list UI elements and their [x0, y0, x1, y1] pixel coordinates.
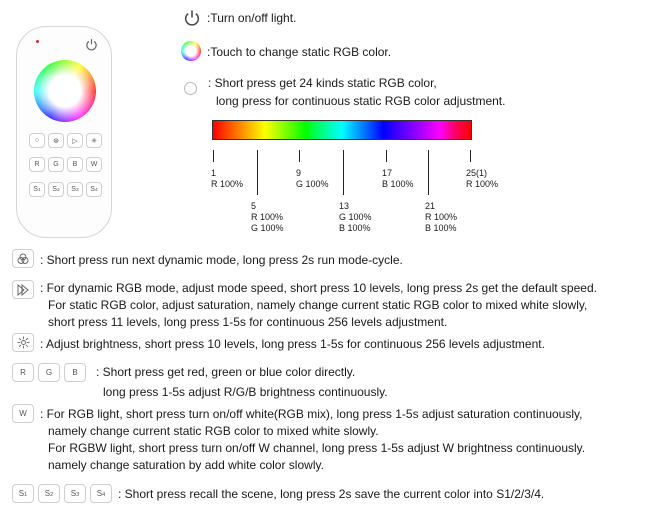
tick-line: [343, 150, 344, 195]
remote-power-icon[interactable]: [85, 38, 98, 51]
power-icon: [183, 9, 201, 27]
tick-number: 25(1): [466, 168, 488, 178]
speed-description-line1: : For dynamic RGB mode, adjust mode speed, short press 10 levels, long press 2s get the default speed.: [40, 281, 597, 295]
tick-line: [257, 150, 258, 195]
remote-r-key[interactable]: R: [29, 157, 45, 172]
s2-key-icon: S 2: [38, 484, 60, 503]
tick-value: R 100%: [211, 179, 244, 189]
w-key-icon: W: [12, 404, 34, 423]
remote-s4-key[interactable]: S 4: [86, 182, 102, 197]
indicator-dot: [36, 40, 39, 43]
mode-description: : Short press run next dynamic mode, long press 2s run mode-cycle.: [40, 253, 403, 267]
remote-s1-key[interactable]: S 1: [29, 182, 45, 197]
w-description-line2: namely change current static RGB color to mixed white slowly.: [48, 424, 379, 438]
tick-number: 13: [339, 201, 350, 211]
remote-g-key[interactable]: G: [48, 157, 64, 172]
s3-key-icon: S 3: [64, 484, 86, 503]
tick-line: [470, 150, 471, 162]
w-description-line1: : For RGB light, short press turn on/off white(RGB mix), long press 1-5s adjust saturation continuously,: [40, 407, 583, 421]
power-description: :Turn on/off light.: [207, 11, 297, 25]
tick-number: 9: [296, 168, 302, 178]
rgb-description-line2: long press 1-5s adjust R/G/B brightness continuously.: [103, 385, 388, 399]
rgb-spectrum-bar: [212, 120, 472, 140]
tick-value: R 100%: [466, 179, 499, 189]
rgb-description-line1: : Short press get red, green or blue color directly.: [96, 365, 356, 379]
tick-value: G 100%: [296, 179, 329, 189]
circle-key-icon: [184, 82, 197, 95]
tick-value: R 100%: [251, 212, 284, 222]
tick-number: 1: [211, 168, 217, 178]
tick-number: 21: [425, 201, 436, 211]
speed-description-line2: For static RGB color, adjust saturation, namely change current static RGB color to mixed white slowly,: [48, 298, 588, 312]
tick-line: [386, 150, 387, 162]
brightness-description: : Adjust brightness, short press 10 levels, long press 1-5s for continuous 256 levels adjustment.: [40, 337, 545, 351]
remote-s3-key[interactable]: S 3: [67, 182, 83, 197]
color-wheel-icon: [181, 41, 201, 61]
remote-illustration: [16, 26, 112, 238]
w-description-line4: namely change saturation by add white color slowly.: [48, 458, 324, 472]
g-key-icon: G: [38, 363, 60, 382]
speed-key-icon: [12, 280, 34, 299]
tick-line: [299, 150, 300, 162]
speed-description-line3: short press 11 levels, long press 1-5s for continuous 256 levels adjustment.: [48, 315, 448, 329]
r-key-icon: R: [12, 363, 34, 382]
circle-description-line1: : Short press get 24 kinds static RGB color,: [208, 76, 437, 90]
tick-number: 17: [382, 168, 393, 178]
circle-description-line2: long press for continuous static RGB color adjustment.: [216, 94, 506, 108]
remote-w-key[interactable]: W: [86, 157, 102, 172]
tick-number: 5: [251, 201, 257, 211]
remote-brightness-key[interactable]: ✳: [86, 133, 102, 148]
remote-s2-key[interactable]: S 2: [48, 182, 64, 197]
s4-key-icon: S 4: [90, 484, 112, 503]
tick-line: [428, 150, 429, 195]
b-key-icon: B: [64, 363, 86, 382]
s1-key-icon: S 1: [12, 484, 34, 503]
tick-value: B 100%: [382, 179, 414, 189]
tick-value2: B 100%: [339, 223, 371, 233]
remote-mode-key[interactable]: ⊛: [48, 133, 64, 148]
speed-icon: [16, 284, 30, 296]
wheel-description: :Touch to change static RGB color.: [207, 45, 392, 59]
tick-value: R 100%: [425, 212, 458, 222]
remote-speed-key[interactable]: ▷: [67, 133, 83, 148]
remote-b-key[interactable]: B: [67, 157, 83, 172]
w-description-line3: For RGBW light, short press turn on/off W channel, long press 1-5s adjust W brightness continuously.: [48, 441, 586, 455]
tick-value: G 100%: [339, 212, 372, 222]
remote-circle-key[interactable]: ○: [29, 133, 45, 148]
mode-icon: [17, 253, 29, 265]
tick-value2: B 100%: [425, 223, 457, 233]
tick-value2: G 100%: [251, 223, 284, 233]
scene-description: : Short press recall the scene, long press 2s save the current color into S1/2/3/4.: [118, 487, 545, 501]
brightness-key-icon: [12, 333, 34, 352]
brightness-icon: [17, 336, 30, 349]
tick-line: [213, 150, 214, 162]
mode-key-icon: [12, 249, 34, 268]
remote-color-wheel[interactable]: [34, 60, 96, 122]
